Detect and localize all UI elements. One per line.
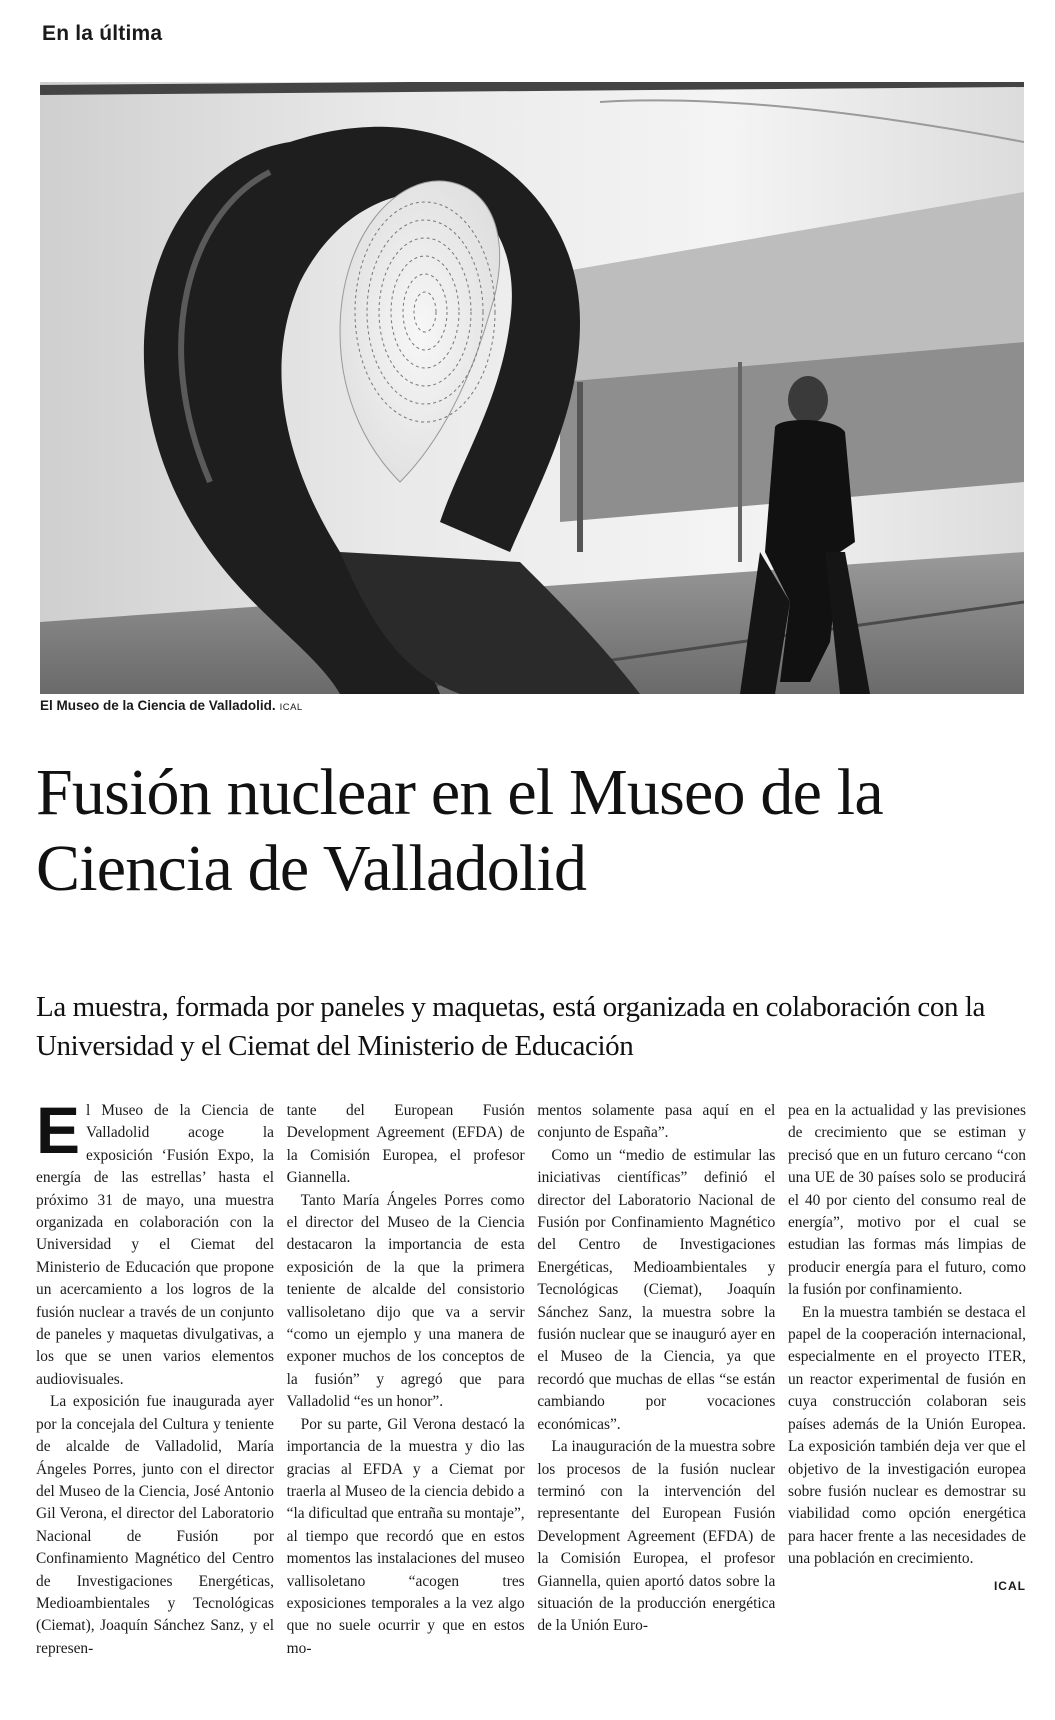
article-photo xyxy=(40,82,1024,694)
section-label: En la última xyxy=(42,22,163,45)
paragraph-text: l Museo de la Ciencia de Valladolid acoge la exposición ‘Fusión Expo, la energía de las estrellas’ hasta el próximo 31 de mayo, una muestra organizada en colaboración con la Universidad y el Ciemat del Ministerio de Educación que propone un acercamiento a los logros de la fusión nuclear a través de un conjunto de paneles y maquetas divulgativas, a los que se unen varios elementos audiovisuales. xyxy=(36,1102,274,1388)
article-body xyxy=(36,1100,1026,1705)
photo-caption xyxy=(40,698,303,713)
article-column-2 xyxy=(287,1100,525,1705)
article-paragraph: La exposición fue inaugurada ayer por la concejala del Cultura y teniente de alcalde de Valladolid, María Ángeles Porres, junto con el director del Museo de la Ciencia, José Antonio Gil Verona, el director del Laboratorio Nacional de Fusión por Confinamiento Magnético del Centro de Investigaciones Energéticas, Medioambientales y Tecnológicas (Ciemat), Joaquín Sánchez Sanz, y el represen- xyxy=(36,1393,274,1657)
article-paragraph: La inauguración de la muestra sobre los procesos de la fusión nuclear terminó con la intervención del representante del European Fusión Development Agreement (EFDA) de la Comisión Europea, el profesor Giannella, quien aportó datos sobre la situación de la producción energética de la Unión Euro- xyxy=(537,1438,776,1635)
headline: Fusión nuclear en el Museo de la Ciencia de Valladolid xyxy=(36,756,883,905)
article-column-4 xyxy=(788,1100,1026,1705)
article-paragraph: tante del European Fusión Development Agreement (EFDA) de la Comisión Europea, el profesor Giannella. xyxy=(286,1102,525,1187)
article-paragraph: pea en la actualidad y las previsiones de crecimiento que se estiman y precisó que en un futuro cercano “con una UE de 30 países solo se producirá el 40 por ciento del consumo real de energía”, motivo por el cual se estudian las formas más limpias de producir energía para el futuro, como la fusión por confinamiento. xyxy=(787,1102,1026,1299)
drop-cap: E xyxy=(36,1100,81,1167)
caption-text: El Museo de la Ciencia de Valladolid. xyxy=(40,698,276,713)
article-column-1 xyxy=(36,1100,274,1705)
article-paragraph: mentos solamente pasa aquí en el conjunto de España”. xyxy=(537,1102,776,1142)
article-paragraph: Como un “medio de estimular las iniciativas científicas” definió el director del Laboratorio Nacional de Fusión por Confinamiento Magnético del Centro de Investigaciones Energéticas, Medioambientales y Tecnológicas (Ciemat), Joaquín Sánchez Sanz, la muestra sobre la fusión nuclear que se inauguró ayer en el Museo de la Ciencia, ya que recordó que muchas de ellas “se están cambiando por vocaciones económicas”. xyxy=(537,1146,776,1433)
subheadline: La muestra, formada por paneles y maquetas, está organizada en colaboración con la Universidad y el Ciemat del Ministerio de Educación xyxy=(36,991,986,1062)
photo-credit: ICAL xyxy=(279,702,303,713)
article-signature: ICAL xyxy=(993,1578,1026,1593)
article-paragraph: Por su parte, Gil Verona destacó la importancia de la muestra y dio las gracias al EFDA y a Ciemat por traerla al Museo de la ciencia debido a “la dificultad que entraña su montaje”, al tiempo que recordó que en estos momentos las instalaciones del museo vallisoletano “acogen tres exposiciones temporales a la vez algo que no suele ocurrir y que en estos mo- xyxy=(286,1415,525,1657)
article-paragraph: En la muestra también se destaca el papel de la cooperación internacional, especialmente en el proyecto ITER, un reactor experimental de fusión en cuya construcción colaboran seis países además de la Unión Europea. La exposición también deja ver que el objetivo de la investigación europea sobre fusión nuclear es demostrar su viabilidad como opción energética para hacer frente a las necesidades de una población en crecimiento. xyxy=(787,1303,1026,1568)
article-paragraph xyxy=(36,1100,274,1391)
article-paragraph: Tanto María Ángeles Porres como el director del Museo de la Ciencia destacaron la importancia de esta exposición de la que la primera teniente de alcalde del consistorio vallisoletano dijo que va a servir “como un ejemplo y una manera de exponer muchos de los conceptos de la fusión” y agregó que para Valladolid “es un honor”. xyxy=(286,1191,525,1411)
article-column-3 xyxy=(537,1100,775,1705)
